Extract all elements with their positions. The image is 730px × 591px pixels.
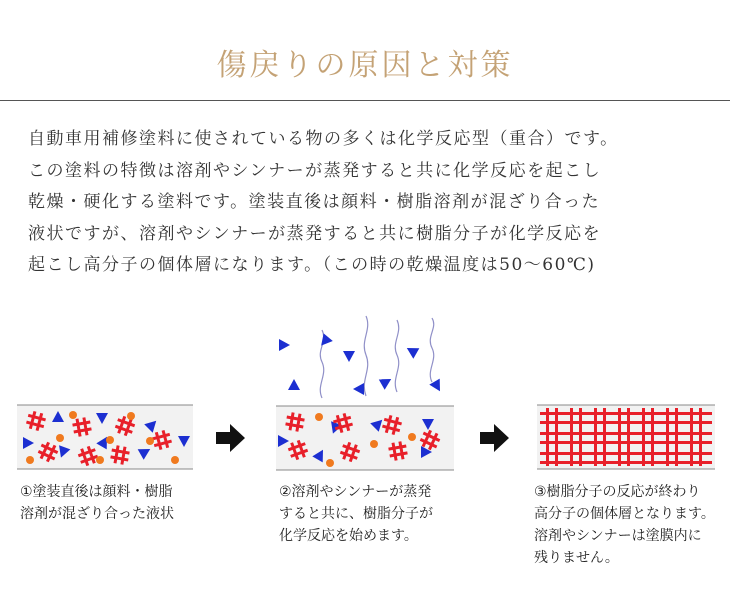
right-arrow-icon bbox=[480, 424, 509, 452]
step-2-panel bbox=[276, 316, 454, 470]
intro-line: 液状ですが、溶剤やシンナーが蒸発すると共に樹脂分子が化学反応を bbox=[28, 223, 602, 244]
step-1-caption bbox=[20, 481, 174, 525]
step-1-panel bbox=[17, 405, 193, 469]
step-3-panel bbox=[537, 405, 715, 469]
caption-line: 高分子の個体層となります。 bbox=[534, 506, 715, 522]
caption-line: 化学反応を始めます。 bbox=[279, 528, 418, 544]
page-title: 傷戻りの原因と対策 bbox=[216, 48, 514, 83]
right-arrow-icon bbox=[216, 424, 245, 452]
caption-line: ①塗装直後は顔料・樹脂 bbox=[20, 484, 173, 500]
step-2-caption bbox=[279, 481, 433, 547]
caption-line: 残りません。 bbox=[534, 550, 619, 566]
intro-line: 乾燥・硬化する塗料です。塗装直後は顔料・樹脂溶剤が混ざり合った bbox=[28, 192, 601, 212]
caption-line: 溶剤が混ざり合った液状 bbox=[20, 506, 174, 522]
intro-line: 起こし高分子の個体層になります。（この時の乾燥温度は50～60℃) bbox=[28, 255, 596, 275]
intro-line: 自動車用補修塗料に使されている物の多くは化学反応型（重合）です。 bbox=[28, 129, 619, 149]
caption-line: すると共に、樹脂分子が bbox=[279, 506, 433, 522]
evaporation-wave-icon bbox=[320, 316, 433, 398]
caption-line: 溶剤やシンナーは塗膜内に bbox=[534, 528, 702, 544]
step-3-caption bbox=[534, 481, 715, 569]
caption-line: ②溶剤やシンナーが蒸発 bbox=[279, 484, 432, 500]
caption-line: ③樹脂分子の反応が終わり bbox=[534, 484, 701, 500]
intro-line: この塗料の特徴は溶剤やシンナーが蒸発すると共に化学反応を起こし bbox=[28, 160, 602, 181]
